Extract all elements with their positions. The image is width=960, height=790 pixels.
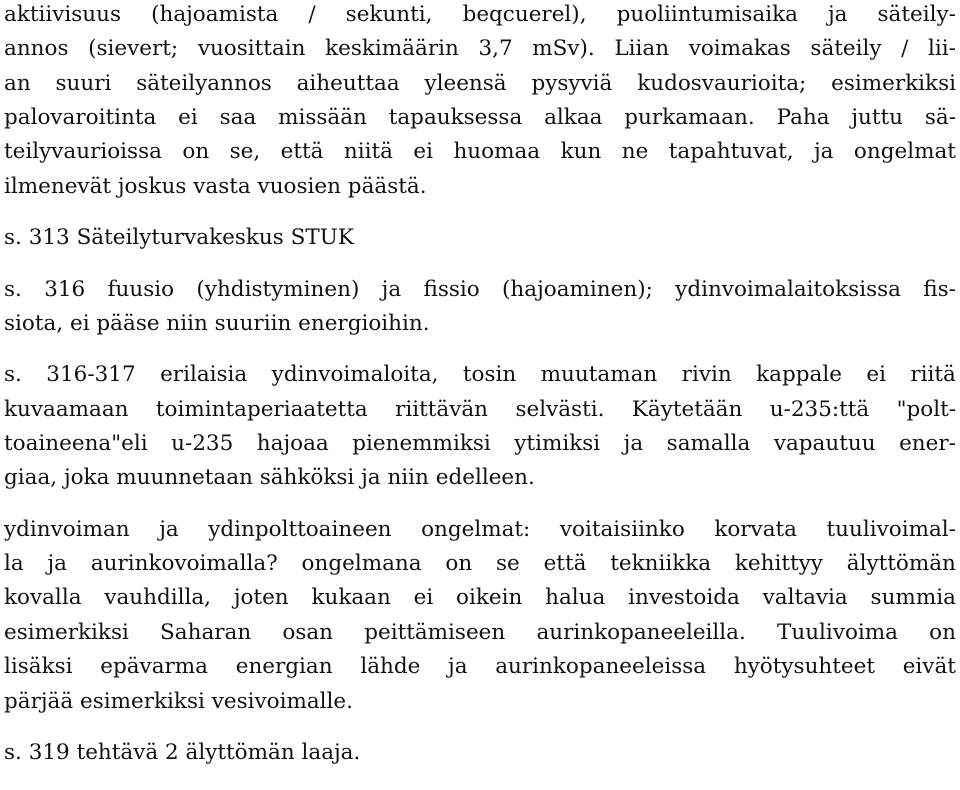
text-line: aktiivisuus (hajoamista / sekunti, beqcuerel), puoliintumisaika ja säteily- xyxy=(4,2,956,27)
text-line: giaa, joka muunnetaan sähköksi ja niin edelleen. xyxy=(4,465,535,490)
text-line: s. 319 tehtävä 2 älyttömän laaja. xyxy=(4,740,361,765)
text-line: toaineena"eli u-235 hajoaa pienemmiksi ytimiksi ja samalla vapautuu ener- xyxy=(4,431,956,456)
text-line: kuvaamaan toimintaperiaatetta riittävän selvästi. Käytetään u-235:ttä "polt- xyxy=(4,397,956,422)
text-line: ilmenevät joskus vasta vuosien päästä. xyxy=(4,174,427,199)
text-line: annos (sievert; vuosittain keskimäärin 3,7 mSv). Liian voimakas säteily / lii- xyxy=(4,36,956,61)
text-line: esimerkiksi Saharan osan peittämiseen aurinkopaneeleilla. Tuulivoima on xyxy=(4,620,956,645)
text-line: kovalla vauhdilla, joten kukaan ei oikein halua investoida valtavia summia xyxy=(4,585,956,610)
text-line: s. 316-317 erilaisia ydinvoimaloita, tosin muutaman rivin kappale ei riitä xyxy=(4,362,956,387)
text-line: ydinvoiman ja ydinpolttoaineen ongelmat: voitaisiinko korvata tuulivoimal- xyxy=(4,517,956,542)
text-line: pärjää esimerkiksi vesivoimalle. xyxy=(4,689,353,714)
text-line: lisäksi epävarma energian lähde ja aurinkopaneeleissa hyötysuhteet eivät xyxy=(4,654,956,679)
text-line: s. 316 fuusio (yhdistyminen) ja fissio (hajoaminen); ydinvoimalaitoksissa fis- xyxy=(4,277,956,302)
text-line: siota, ei pääse niin suuriin energioihin. xyxy=(4,311,430,336)
text-line: s. 313 Säteilyturvakeskus STUK xyxy=(4,225,354,250)
document-page xyxy=(4,0,956,790)
text-line: palovaroitinta ei saa missään tapauksessa alkaa purkamaan. Paha juttu sä- xyxy=(4,105,956,130)
text-line: teilyvaurioissa on se, että niitä ei huomaa kun ne tapahtuvat, ja ongelmat xyxy=(4,139,956,164)
text-line: la ja aurinkovoimalla? ongelmana on se että tekniikka kehittyy älyttömän xyxy=(4,551,956,576)
text-line: an suuri säteilyannos aiheuttaa yleensä pysyviä kudosvaurioita; esimerkiksi xyxy=(4,71,956,96)
